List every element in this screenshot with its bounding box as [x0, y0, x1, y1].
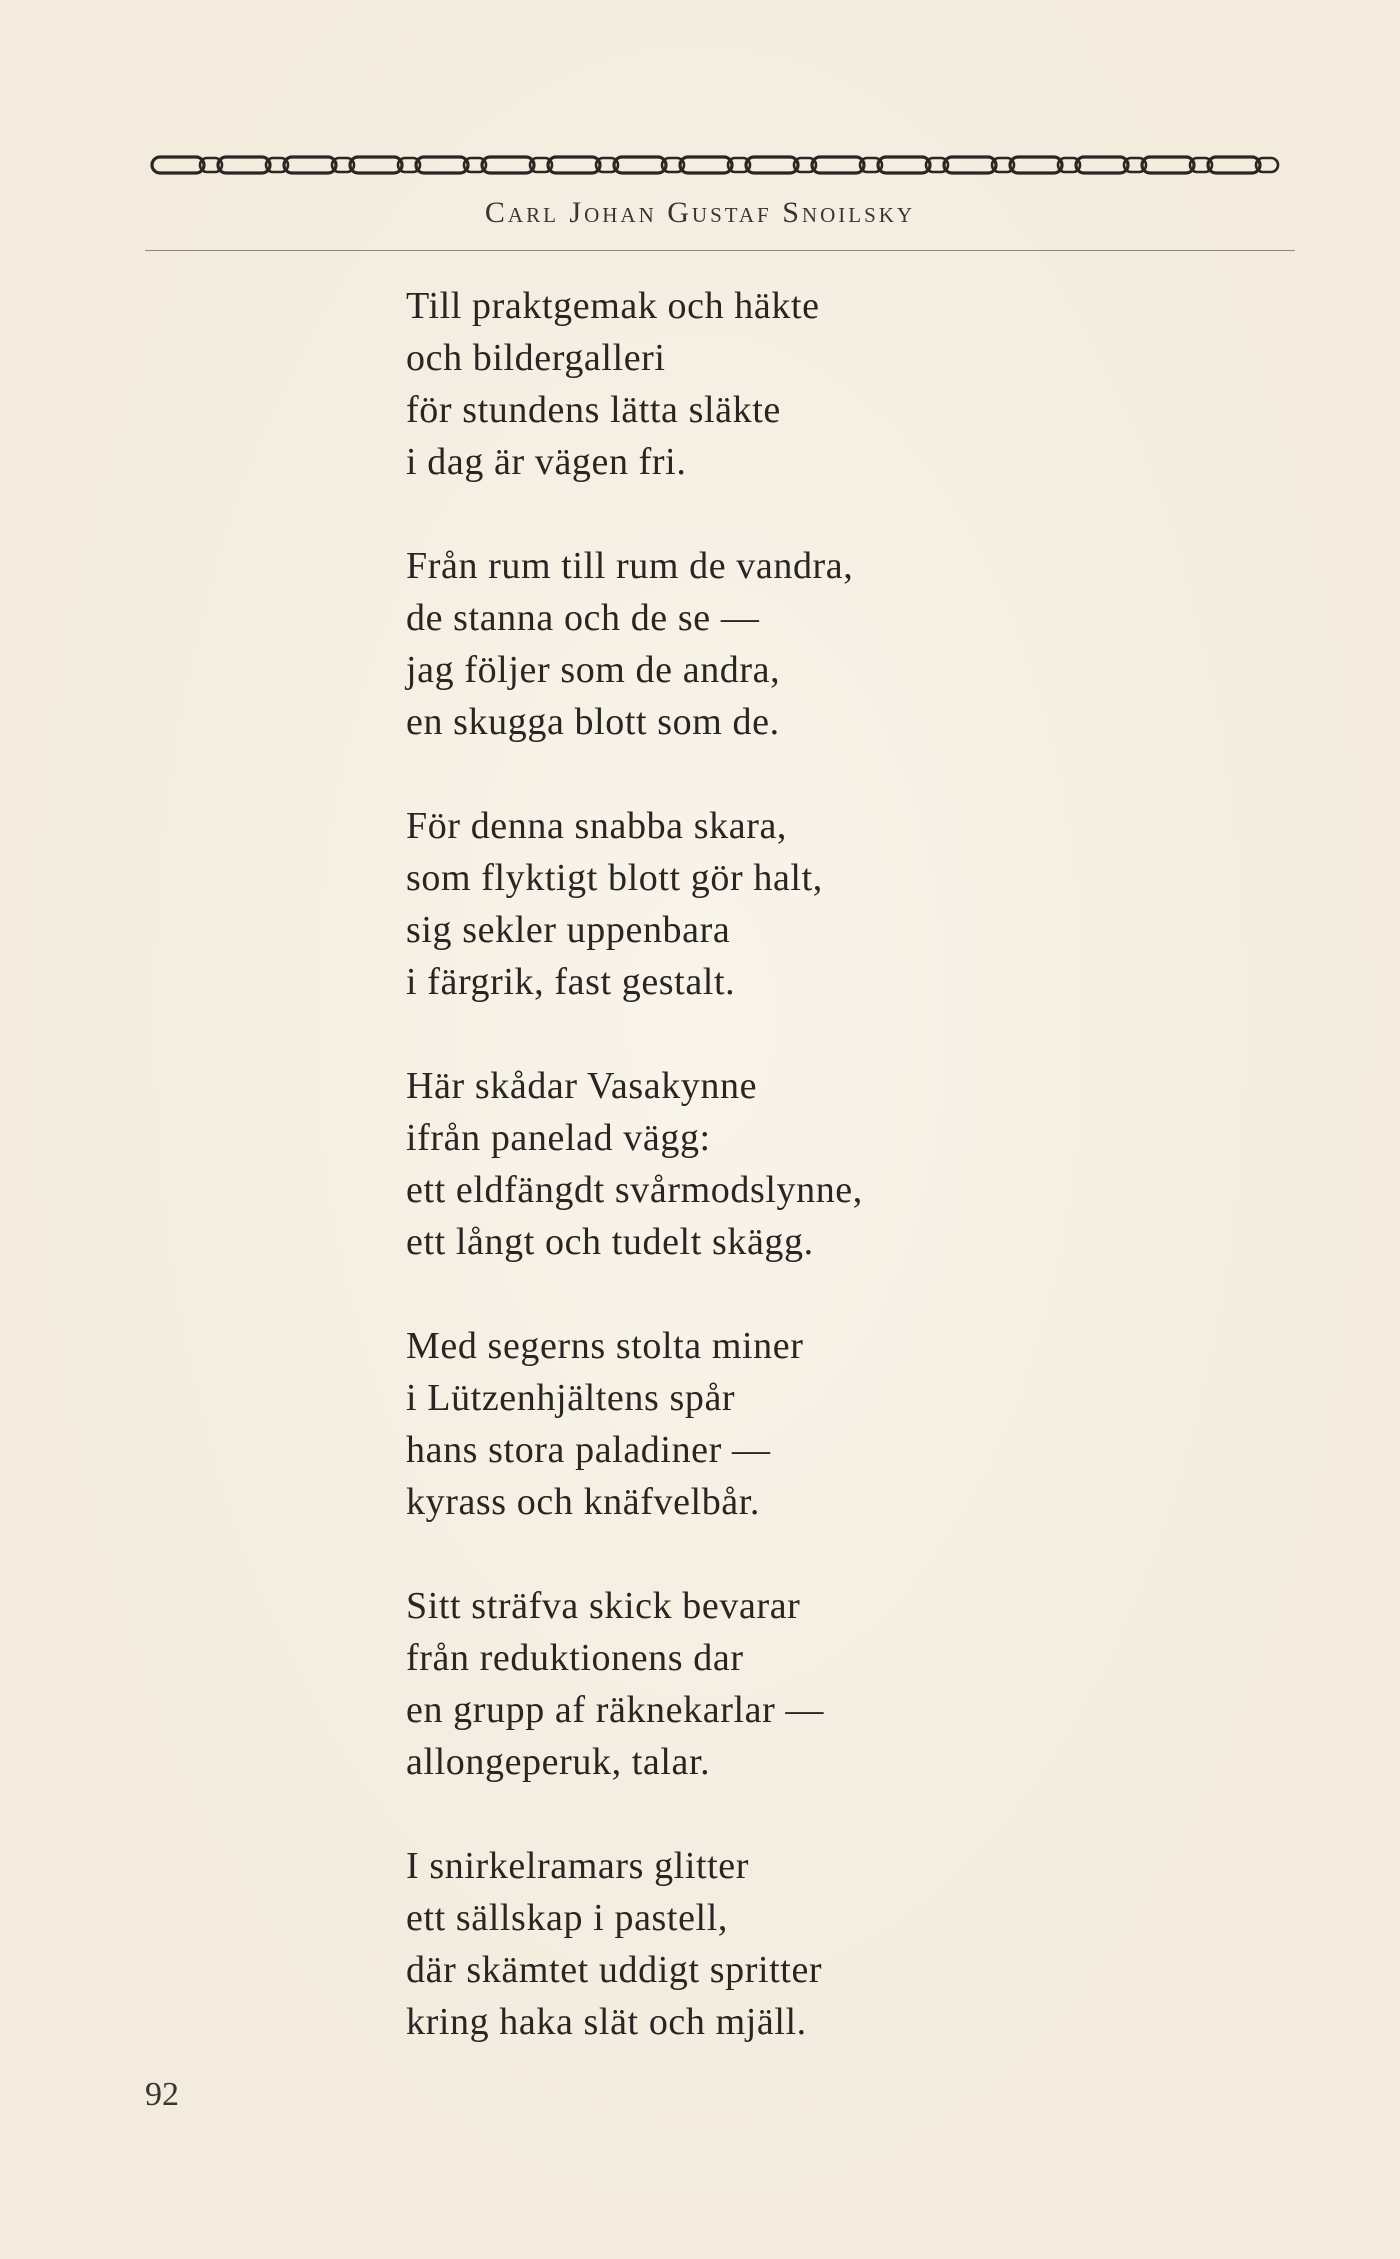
chain-link — [680, 157, 732, 173]
stanza-5 — [406, 1320, 1186, 1528]
verse-line: jag följer som de andra, — [406, 649, 781, 691]
verse-line: Till praktgemak och häkte — [406, 285, 820, 327]
verse-line: sig sekler uppenbara — [406, 909, 731, 951]
chain-link — [482, 157, 534, 173]
verse-line: en skugga blott som de. — [406, 701, 780, 743]
chain-link — [1010, 157, 1062, 173]
stanza-1 — [406, 280, 1186, 488]
chain-link — [416, 157, 468, 173]
verse-line: i dag är vägen fri. — [406, 441, 687, 483]
verse-line: Med segerns stolta miner — [406, 1325, 804, 1367]
chain-ornament — [150, 150, 1290, 180]
verse-line: ett långt och tudelt skägg. — [406, 1221, 814, 1263]
stanza-4 — [406, 1060, 1186, 1268]
chain-link — [152, 157, 204, 173]
stanza-7 — [406, 1840, 1186, 2048]
chain-link — [548, 157, 600, 173]
verse-line: Från rum till rum de vandra, — [406, 545, 854, 587]
chain-link — [614, 157, 666, 173]
verse-line: Här skådar Vasakynne — [406, 1065, 758, 1107]
verse-line: från reduktionens dar — [406, 1637, 744, 1679]
verse-line: Sitt sträfva skick bevarar — [406, 1585, 801, 1627]
chain-link — [350, 157, 402, 173]
running-head-author: Carl Johan Gustaf Snoilsky — [484, 196, 916, 229]
chain-link — [746, 157, 798, 173]
header-rule — [145, 250, 1295, 251]
chain-link — [944, 157, 996, 173]
chain-link — [1142, 157, 1194, 173]
verse-line: där skämtet uddigt spritter — [406, 1949, 823, 1991]
verse-line: kyrass och knäfvelbår. — [406, 1481, 761, 1523]
verse-line: ett sällskap i pastell, — [406, 1897, 728, 1939]
chain-link — [1076, 157, 1128, 173]
verse-line: I snirkelramars glitter — [406, 1845, 750, 1887]
stanza-3 — [406, 800, 1186, 1008]
verse-line: kring haka slät och mjäll. — [406, 2001, 807, 2043]
verse-line: hans stora paladiner — — [406, 1429, 771, 1471]
poem-body — [406, 280, 1186, 2100]
verse-line: i Lützenhjältens spår — [406, 1377, 736, 1419]
stanza-2 — [406, 540, 1186, 748]
chain-link — [1208, 157, 1260, 173]
verse-line: i färgrik, fast gestalt. — [406, 961, 736, 1003]
stanza-6 — [406, 1580, 1186, 1788]
verse-line: de stanna och de se — — [406, 597, 760, 639]
verse-line: allongeperuk, talar. — [406, 1741, 711, 1783]
verse-line: som flyktigt blott gör halt, — [406, 857, 823, 899]
verse-line: för stundens lätta släkte — [406, 389, 781, 431]
chain-link — [812, 157, 864, 173]
chain-link — [218, 157, 270, 173]
chain-link — [878, 157, 930, 173]
verse-line: en grupp af räknekarlar — — [406, 1689, 825, 1731]
page-number: 92 — [145, 2076, 179, 2113]
verse-line: och bildergalleri — [406, 337, 666, 379]
verse-line: För denna snabba skara, — [406, 805, 788, 847]
chain-link — [284, 157, 336, 173]
verse-line: ifrån panelad vägg: — [406, 1117, 711, 1159]
verse-line: ett eldfängdt svårmodslynne, — [406, 1169, 863, 1211]
